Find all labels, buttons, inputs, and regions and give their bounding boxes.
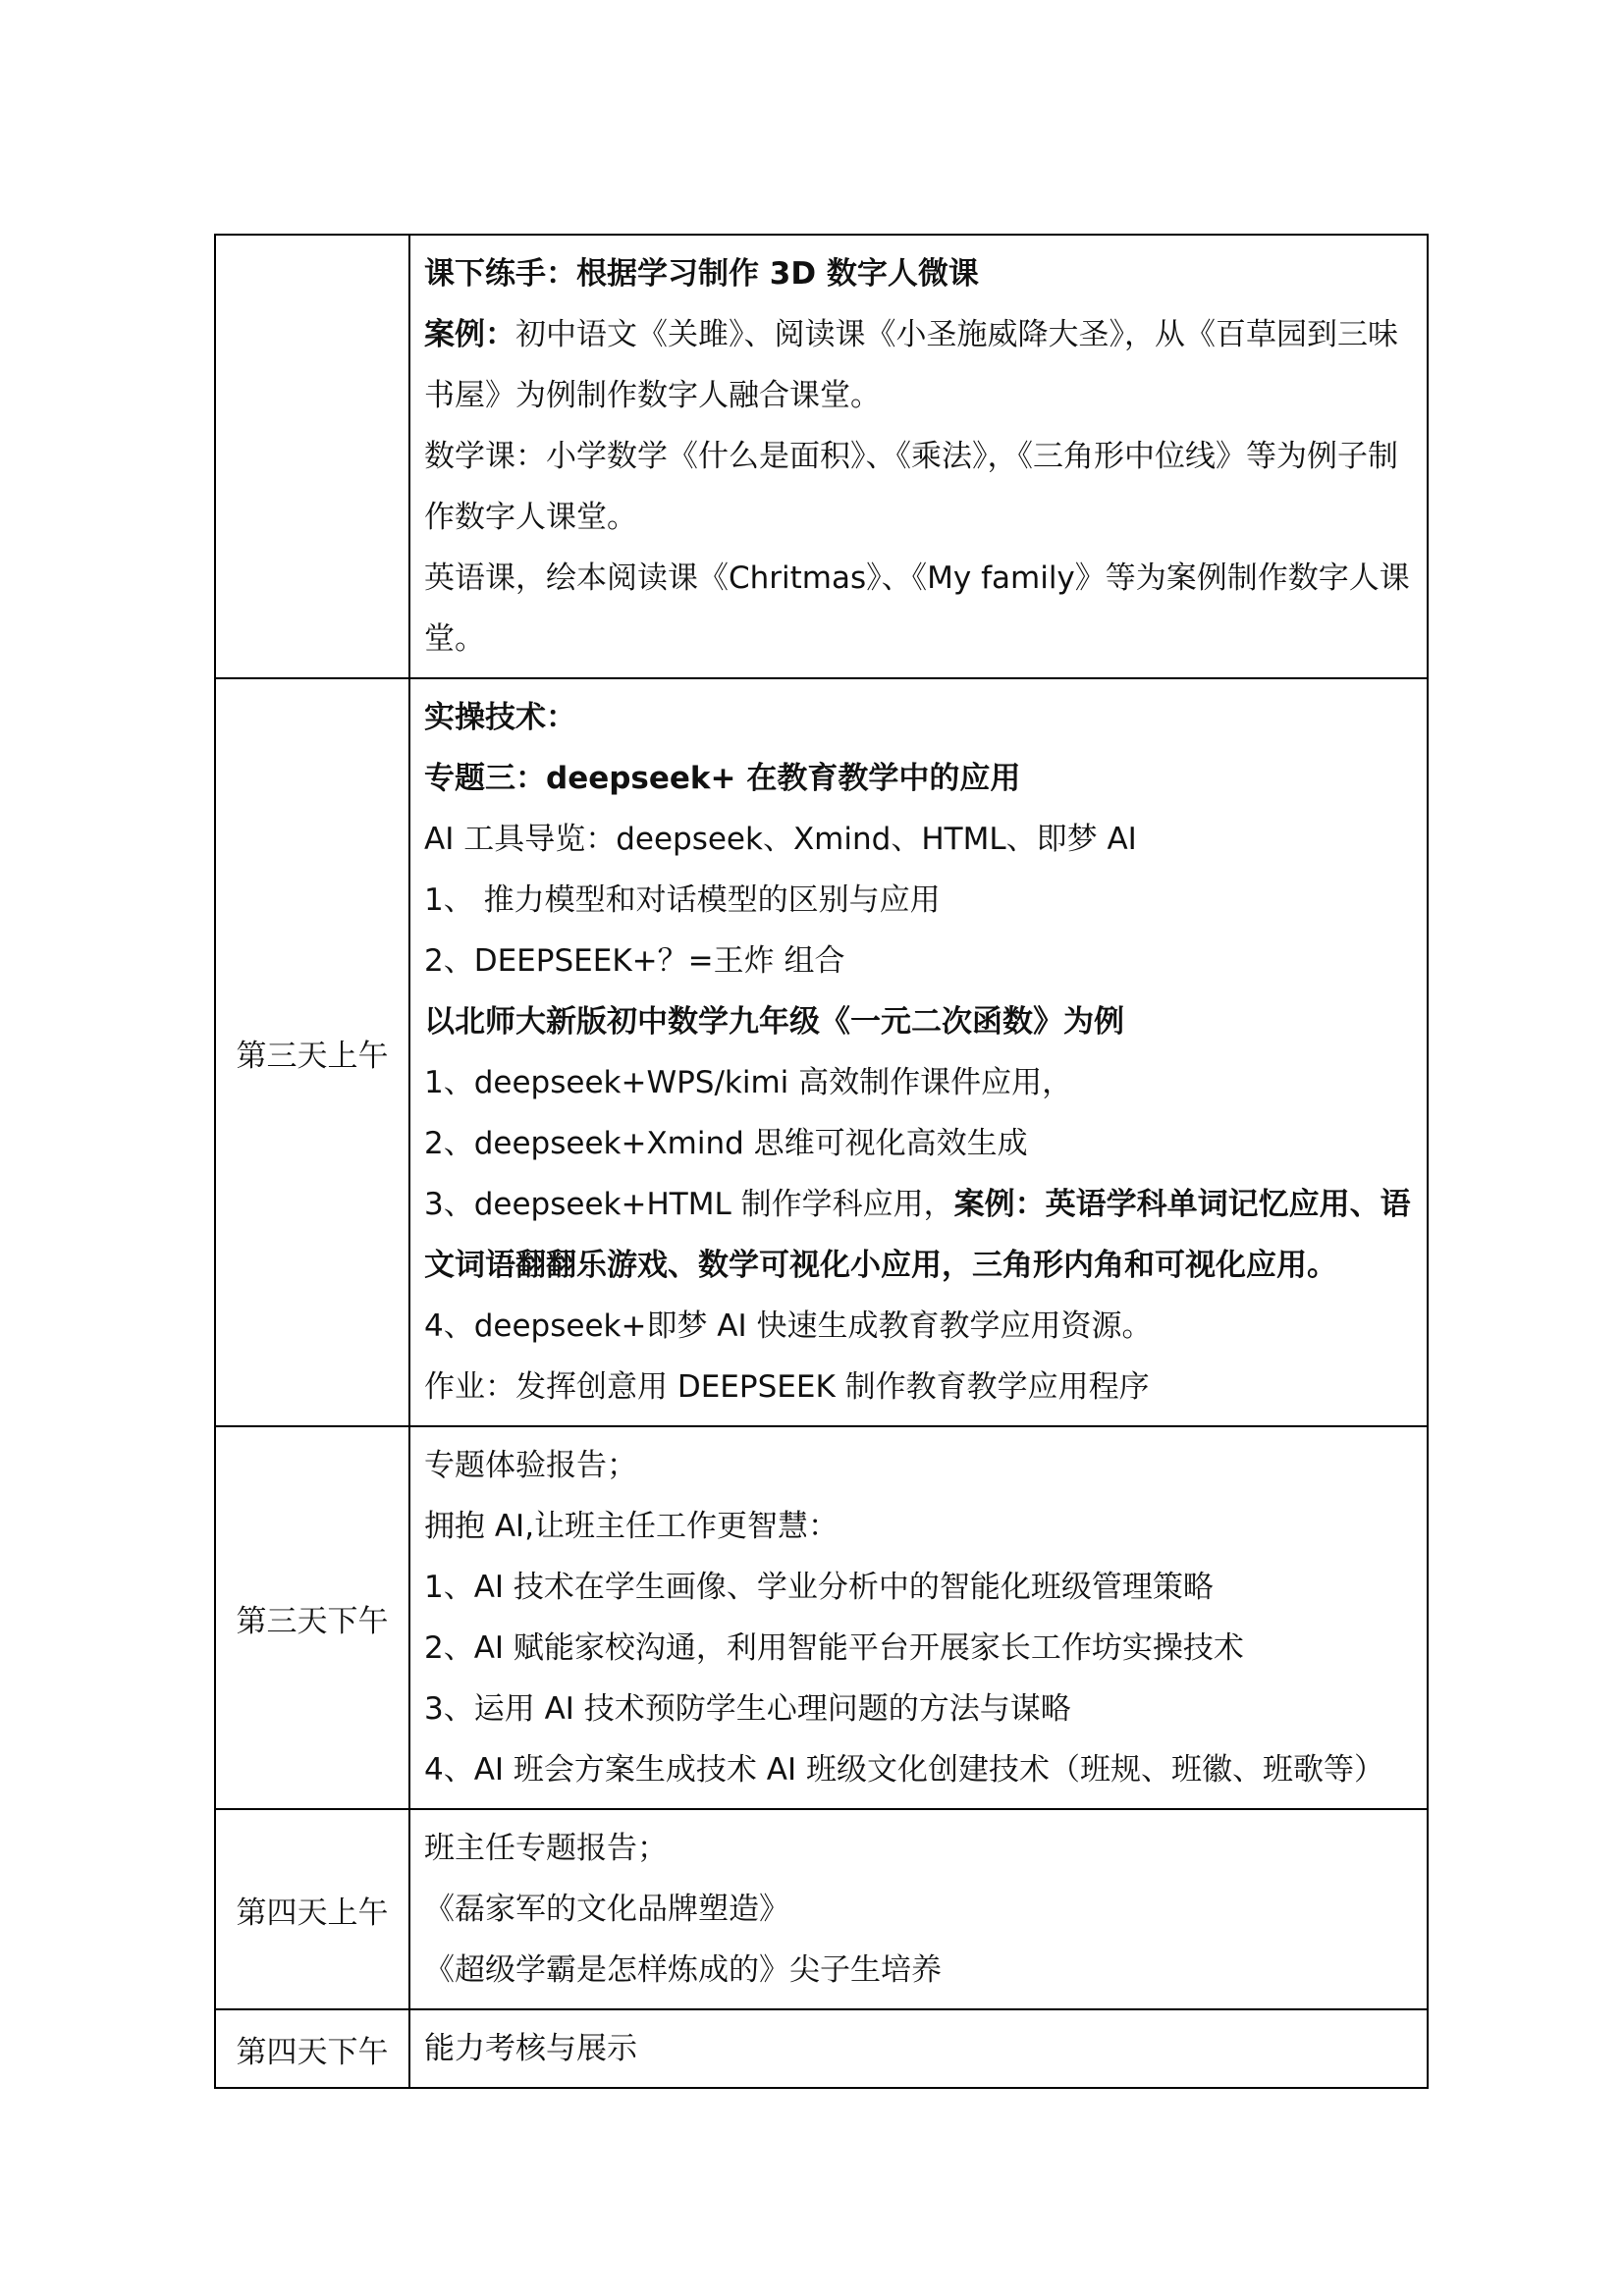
day-cell: 第三天下午 xyxy=(215,1426,409,1809)
content-line: 《磊家军的文化品牌塑造》 xyxy=(424,1892,789,1927)
day-cell xyxy=(215,235,409,678)
content-cell xyxy=(409,235,1428,678)
content-cell xyxy=(409,1809,1428,2009)
content-line: 4、AI 班会方案生成技术 AI 班级文化创建技术（班规、班徽、班歌等） xyxy=(424,1752,1384,1788)
day-cell: 第四天上午 xyxy=(215,1809,409,2009)
content-cell xyxy=(409,2009,1428,2088)
content-line: 能力考核与展示 xyxy=(424,2031,637,2066)
content-line: 2、DEEPSEEK+？=王炸 组合 xyxy=(424,943,845,979)
content-cell xyxy=(409,1426,1428,1809)
content-line xyxy=(424,1174,1415,1296)
schedule-row xyxy=(215,235,1428,678)
content-line: 3、运用 AI 技术预防学生心理问题的方法与谋略 xyxy=(424,1691,1071,1727)
day-cell: 第四天下午 xyxy=(215,2009,409,2088)
schedule-row xyxy=(215,1426,1428,1809)
content-line: AI 工具导览：deepseek、Xmind、HTML、即梦 AI xyxy=(424,822,1137,857)
content-line: 实操技术： xyxy=(424,700,576,735)
schedule-table xyxy=(214,234,1429,2089)
schedule-row xyxy=(215,2009,1428,2088)
content-cell xyxy=(409,678,1428,1426)
content-line: 专题三：deepseek+ 在教育教学中的应用 xyxy=(424,761,1021,796)
content-line: 作业：发挥创意用 DEEPSEEK 制作教育教学应用程序 xyxy=(424,1369,1150,1405)
label-bold: 案例： xyxy=(424,317,515,352)
content-line: 专题体验报告； xyxy=(424,1448,637,1483)
content-line: 2、AI 赋能家校沟通，利用智能平台开展家长工作坊实操技术 xyxy=(424,1630,1244,1666)
content-line: 课下练手：根据学习制作 3D 数字人微课 xyxy=(424,256,979,292)
content-line: 班主任专题报告； xyxy=(424,1831,668,1866)
line-text: 3、deepseek+HTML 制作学科应用， xyxy=(424,1187,954,1222)
content-line: 1、AI 技术在学生画像、学业分析中的智能化班级管理策略 xyxy=(424,1570,1214,1605)
content-line: 4、deepseek+即梦 AI 快速生成教育教学应用资源。 xyxy=(424,1308,1153,1344)
content-line: 英语课，绘本阅读课《Chritmas》、《My family》等为案例制作数字人课堂。 xyxy=(424,561,1410,657)
day-cell: 第三天上午 xyxy=(215,678,409,1426)
content-line: 拥抱 AI,让班主任工作更智慧： xyxy=(424,1509,839,1544)
case-bold: 案例：英语学科单词记忆应用、语文词语翻翻乐游戏、数学可视化小应用，三角形内角和可视化应用。 xyxy=(424,1187,1411,1283)
schedule-row xyxy=(215,1809,1428,2009)
content-line: 《超级学霸是怎样炼成的》尖子生培养 xyxy=(424,1952,942,1988)
content-line: 1、deepseek+WPS/kimi 高效制作课件应用， xyxy=(424,1065,1073,1100)
content-line: 数学课：小学数学《什么是面积》、《乘法》，《三角形中位线》等为例子制作数字人课堂。 xyxy=(424,439,1398,535)
content-line xyxy=(424,304,1415,426)
content-line: 2、deepseek+Xmind 思维可视化高效生成 xyxy=(424,1126,1028,1161)
content-line: 以北师大新版初中数学九年级《一元二次函数》为例 xyxy=(424,1004,1124,1040)
content-line: 1、 推力模型和对话模型的区别与应用 xyxy=(424,882,941,918)
schedule-row xyxy=(215,678,1428,1426)
line-text: 初中语文《关雎》、阅读课《小圣施威降大圣》，从《百草园到三味书屋》为例制作数字人融合课堂。 xyxy=(424,317,1398,413)
